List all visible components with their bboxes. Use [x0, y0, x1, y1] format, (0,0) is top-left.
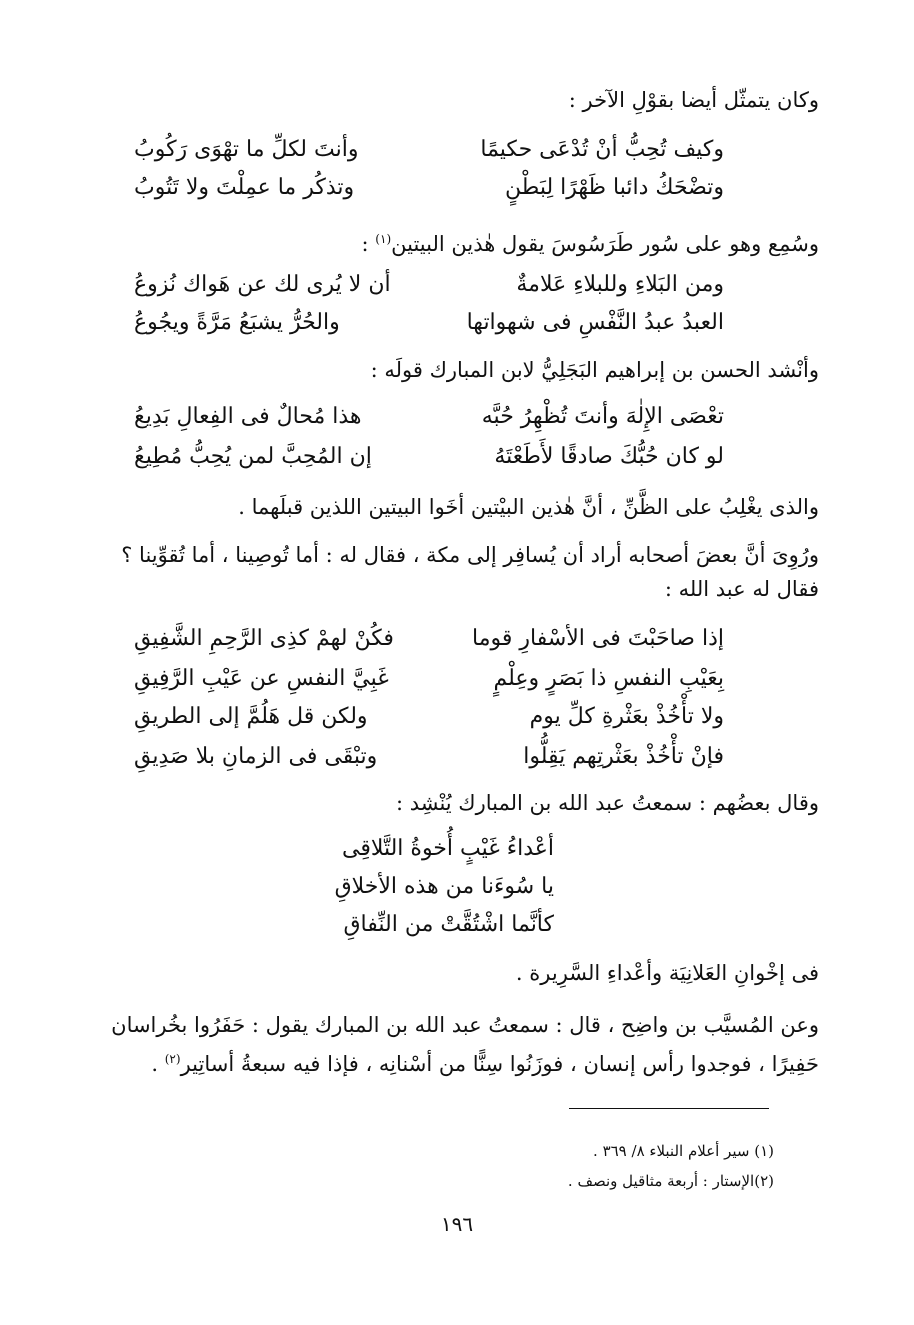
intro-line-2 [129, 224, 819, 259]
verse-first-hemistich: تعْصَى الإِلٰهَ وأنتَ تُظْهِرُ حُبَّه [481, 404, 724, 429]
short-verse-3: كأنَّما اشْتُقَّتْ من النِّفاقِ [343, 912, 554, 937]
paragraph-4-text: حَفِيرًا ، فوجدوا رأس إنسان ، فوزَنُوا سِنًّا من أسْنانِه ، فإذا فيه سبعةُ أساتِير [180, 1052, 819, 1076]
intro-end: : [361, 232, 376, 256]
intro-line-4: وقال بعضُهم : سمعتُ عبد الله بن المبارك يُنْشِد : [395, 791, 819, 815]
verse-4-3 [134, 700, 724, 734]
verse-4-2 [134, 662, 724, 696]
paragraph-2-line-1: ورُوِىَ أنَّ بعضَ أصحابه أراد أن يُسافِر إلى مكة ، فقال له : أما تُوصِينا ، أما تُقوِّينا ؟ [121, 543, 819, 567]
verse-second-hemistich: هذا مُحالٌ فى الفِعالِ بَدِيعُ [134, 404, 362, 429]
intro-line-1: وكان يتمثّل أيضا بقوْلِ الآخر : [568, 88, 819, 112]
verse-first-hemistich: إذا صاحَبْتَ فى الأسْفارِ قوما [472, 626, 724, 651]
verse-second-hemistich: وتبْقَى فى الزمانِ بلا صَدِيقِ [134, 744, 378, 769]
verse-first-hemistich: ولا تأْخُذْ بعَثْرةِ كلِّ يوم [529, 704, 724, 729]
verse-1-1 [134, 133, 724, 167]
verse-4-1 [134, 622, 724, 656]
verse-first-hemistich: بِعَيْبِ النفسِ ذا بَصَرٍ وعِلْمٍ [493, 666, 724, 691]
intro-text: وسُمِع وهو على سُور طَرَسُوسَ يقول هٰذين البيتين [391, 232, 819, 256]
verse-second-hemistich: والحُرُّ يشبَعُ مَرَّةً ويجُوعُ [134, 310, 340, 335]
verse-second-hemistich: أن لا يُرى لك عن هَواك نُزوعُ [134, 272, 391, 297]
footnote-ref-1: (١) [375, 232, 392, 246]
paragraph-4-line-2 [99, 1044, 819, 1079]
page-number: ١٩٦ [440, 1212, 474, 1236]
short-verse-1: أعْداءُ غَيْبٍ أُخوةُ التَّلاقِى [341, 836, 554, 861]
short-verse-2: يا سُوءَنا من هذه الأخلاقِ [334, 874, 554, 899]
verse-3-2 [134, 440, 724, 474]
verse-first-hemistich: وتضْحَكُ دائبا ظَهْرًا لِبَطْنٍ [505, 175, 724, 200]
paragraph-3: فى إخْوانِ العَلانِيَة وأعْداءِ السَّرِيرة . [515, 961, 819, 985]
paragraph-2-line-2: فقال له عبد الله : [664, 577, 819, 601]
verse-2-1 [134, 268, 724, 302]
verse-second-hemistich: وتذكُر ما عمِلْتَ ولا تَتُوبُ [134, 175, 355, 200]
verse-first-hemistich: العبدُ عبدُ النَّفْسِ فى شهواتها [466, 310, 724, 335]
footnote-2: (٢)الإستار : أربعة مثاقيل ونصف . [567, 1172, 774, 1190]
verse-first-hemistich: ومن البَلاءِ وللبلاءِ عَلامةٌ [516, 272, 724, 297]
footnote-separator [569, 1108, 769, 1109]
verse-first-hemistich: فإنْ تأْخُذْ بعَثْرتِهم يَقِلُّوا [523, 744, 724, 769]
verse-2-2 [134, 306, 724, 340]
verse-second-hemistich: فكُنْ لهمْ كذِى الرَّحِمِ الشَّفِيقِ [134, 626, 394, 651]
intro-line-3: وأنْشد الحسن بن إبراهيم البَجَلِيُّ لابن المبارك قولَه : [370, 358, 819, 382]
paragraph-1: والذى يغْلِبُ على الظَّنِّ ، أنَّ هٰذين البيْتين أخَوا البيتين اللذين قبلَهما . [238, 495, 819, 519]
paragraph-4-line-1: وعن المُسيَّب بن واضِح ، قال : سمعتُ عبد الله بن المبارك يقول : حَفَرُوا بخُراسان [111, 1013, 819, 1037]
verse-second-hemistich: وأنتَ لكلِّ ما تهْوَى رَكُوبُ [134, 137, 359, 162]
footnote-1: (١) سير أعلام النبلاء ٨/ ٣٦٩ . [593, 1142, 774, 1160]
verse-second-hemistich: غَبِيَّ النفسِ عن عَيْبِ الرَّفِيقِ [134, 666, 389, 691]
verse-second-hemistich: ولكن قل هَلُمَّ إلى الطريقِ [134, 704, 368, 729]
verse-first-hemistich: وكيف تُحِبُّ أنْ تُدْعَى حكيمًا [480, 137, 724, 162]
verse-second-hemistich: إن المُحِبَّ لمن يُحِبُّ مُطِيعُ [134, 444, 372, 469]
verse-4-4 [134, 740, 724, 774]
paragraph-4-end: . [151, 1052, 165, 1076]
verse-3-1 [134, 400, 724, 434]
verse-1-2 [134, 171, 724, 205]
verse-first-hemistich: لو كان حُبُّكَ صادقًا لأَطَعْتَهُ [494, 444, 724, 469]
footnote-ref-2: (٢) [164, 1052, 181, 1066]
